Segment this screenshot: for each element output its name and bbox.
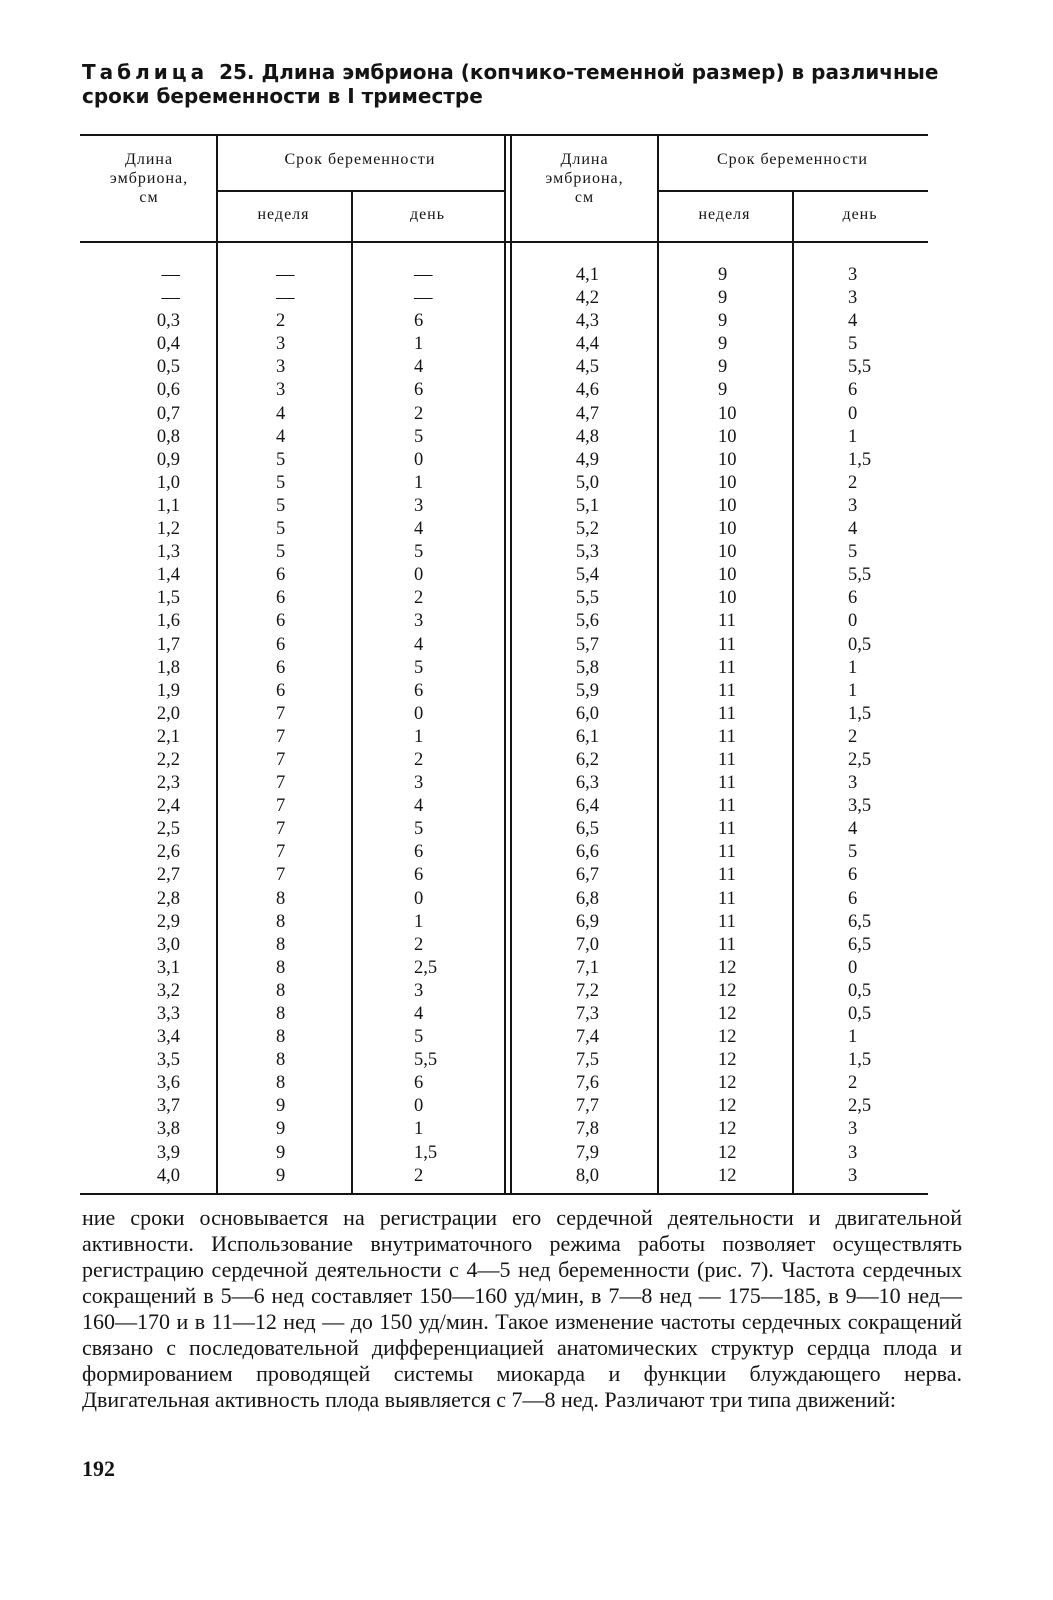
table-caption bbox=[82, 60, 962, 108]
table-cell: 4,6 bbox=[575, 380, 599, 401]
table-cell: 2 bbox=[414, 749, 424, 770]
table-cell: 9 bbox=[276, 1096, 286, 1117]
table-cell: 5 bbox=[276, 472, 286, 493]
table-cell: 4,8 bbox=[575, 426, 599, 447]
table-cell: 2,2 bbox=[156, 749, 180, 770]
table-cell: 9 bbox=[718, 334, 728, 355]
table-cell: 5 bbox=[414, 426, 424, 447]
table-cell: 7,6 bbox=[575, 1073, 599, 1094]
table-cell: 1,5 bbox=[848, 449, 872, 470]
table-cell: 4 bbox=[848, 819, 858, 840]
table-cell: 12 bbox=[718, 1050, 737, 1071]
table-cell: 6,0 bbox=[575, 703, 599, 724]
table-cell: 11 bbox=[718, 796, 736, 817]
column-left-week bbox=[276, 264, 316, 1188]
table-caption-text: 25. Длина эмбриона (копчико-теменной размер) в различные сроки беременности в I триместре bbox=[82, 60, 939, 108]
body-paragraph: ние сроки основывается на регистрации его сердечной деятельности и двигательной активности. Использование внутриматочного режима работы позволяет осуществлять регистрацию сердечной деятельности с 4—5 нед беременности (рис. 7). Частота сердечных сокращений в 5—6 нед составляет 150—160 уд/мин, в 7—8 нед — 175—185, в 9—10 нед— 160—170 и в 11—12 нед — до 150 уд/мин. Такое изменение частоты сердечных сокращений связано с последовательной дифференциацией анатомических структур сердца плода и формированием проводящей системы миокарда и функции блуждающего нерва. Двигательная активность плода выявляется с 7—8 нед. Различают три типа движений: bbox=[82, 1205, 962, 1412]
table-cell: 11 bbox=[718, 703, 736, 724]
table-cell: 4 bbox=[414, 796, 424, 817]
table-cell: 0 bbox=[848, 957, 858, 978]
table-cell: 4 bbox=[276, 403, 286, 424]
table-cell: 0,6 bbox=[156, 380, 180, 401]
header-length-right: Длина эмбриона, см bbox=[545, 151, 624, 206]
table-cell: 3 bbox=[848, 288, 858, 309]
table-cell: 6 bbox=[276, 565, 286, 586]
table-cell: 6,4 bbox=[575, 796, 599, 817]
table-cell: 5 bbox=[276, 449, 286, 470]
table-cell: 1 bbox=[414, 911, 424, 932]
table-cell: 0 bbox=[848, 611, 858, 632]
table-cell: 5 bbox=[414, 542, 424, 563]
table-cell: 7,9 bbox=[575, 1142, 599, 1163]
table-cell: 4 bbox=[414, 1004, 424, 1024]
table-cell: 6,1 bbox=[575, 726, 599, 747]
table-cell: 2 bbox=[276, 311, 286, 332]
table-cell: 10 bbox=[718, 449, 737, 470]
table-cell: 1 bbox=[414, 726, 424, 747]
table-cell: 2 bbox=[414, 403, 424, 424]
table-cell: 4 bbox=[414, 634, 424, 655]
table-cell: 3 bbox=[276, 357, 286, 378]
table-cell: 5 bbox=[276, 495, 286, 516]
table-cell: 6,9 bbox=[575, 911, 599, 932]
table-cell: 6 bbox=[848, 865, 858, 886]
table-cell: — bbox=[276, 265, 295, 285]
table-cell: 5 bbox=[414, 1027, 424, 1048]
table-cell: 6 bbox=[414, 680, 424, 701]
table-cell: 0,8 bbox=[156, 426, 180, 447]
table-cell: 7 bbox=[276, 749, 286, 770]
table-cell: 1,6 bbox=[156, 611, 180, 632]
table-cell: 8 bbox=[276, 888, 286, 909]
column-left-day bbox=[414, 264, 474, 1188]
table-cell: 6 bbox=[414, 842, 424, 863]
table-cell: 5,5 bbox=[575, 588, 599, 609]
column-right-length bbox=[512, 264, 599, 1188]
col-divider-4 bbox=[657, 134, 659, 1194]
table-cell: 12 bbox=[718, 980, 737, 1001]
table-cell: 2,3 bbox=[156, 773, 180, 794]
table-cell: 11 bbox=[718, 726, 736, 747]
table-cell: 2 bbox=[848, 1073, 858, 1094]
table-cell: 3 bbox=[276, 380, 286, 401]
table-cell: 6 bbox=[848, 380, 858, 401]
table-cell: 7 bbox=[276, 773, 286, 794]
table-cell: 3,7 bbox=[156, 1096, 180, 1117]
table-cell: 2,8 bbox=[156, 888, 180, 909]
table-cell: 12 bbox=[718, 1119, 737, 1140]
table-cell: 4 bbox=[414, 357, 424, 378]
header-term-left: Срок беременности bbox=[284, 151, 436, 168]
table-cell: 5 bbox=[276, 542, 286, 563]
table-cell: 3,0 bbox=[156, 934, 180, 955]
table-cell: 7 bbox=[276, 726, 286, 747]
table-cell: 3 bbox=[848, 265, 858, 285]
table-cell: 5,5 bbox=[848, 357, 872, 378]
header-day-right: день bbox=[842, 206, 878, 223]
table-cell: 11 bbox=[718, 634, 736, 655]
table-cell: 12 bbox=[718, 957, 737, 978]
table-cell: 0 bbox=[414, 888, 424, 909]
table-cell: — bbox=[161, 288, 180, 309]
table-cell: 4,7 bbox=[575, 403, 599, 424]
col-divider-5 bbox=[792, 190, 794, 1194]
table-cell: 10 bbox=[718, 565, 737, 586]
table-cell: 11 bbox=[718, 842, 736, 863]
col-divider-1 bbox=[216, 134, 218, 1194]
table-cell: 10 bbox=[718, 472, 737, 493]
table-cell: 0,4 bbox=[156, 334, 180, 355]
table-cell: 1 bbox=[414, 334, 424, 355]
table-cell: 2 bbox=[414, 588, 424, 609]
table-cell: 7 bbox=[276, 865, 286, 886]
table-cell: 5,8 bbox=[575, 657, 599, 678]
table-cell: 5,7 bbox=[575, 634, 599, 655]
table-cell: 4,4 bbox=[575, 334, 599, 355]
table-cell: 10 bbox=[718, 588, 737, 609]
table-cell: 1 bbox=[848, 1027, 858, 1048]
table-cell: 11 bbox=[718, 911, 736, 932]
table-cell: 6,7 bbox=[575, 865, 599, 886]
table-cell: 3 bbox=[848, 495, 858, 516]
table-cell: 2,7 bbox=[156, 865, 180, 886]
table-cell: 2,5 bbox=[156, 819, 180, 840]
table-cell: — bbox=[414, 265, 433, 285]
table-cell: 10 bbox=[718, 495, 737, 516]
table-cell: 4,3 bbox=[575, 311, 599, 332]
table-cell: 1,3 bbox=[156, 542, 180, 563]
table-cell: 10 bbox=[718, 426, 737, 447]
table-cell: 5,2 bbox=[575, 519, 599, 540]
table-cell: 8 bbox=[276, 1004, 286, 1024]
table-cell: 3 bbox=[848, 1119, 858, 1140]
table-cell: 7,1 bbox=[575, 957, 599, 978]
table-cell: 4 bbox=[848, 311, 858, 332]
table-cell: 2,5 bbox=[414, 957, 438, 978]
table-cell: 6 bbox=[848, 588, 858, 609]
table-cell: 2,9 bbox=[156, 911, 180, 932]
table-cell: 2,4 bbox=[156, 796, 180, 817]
table-cell: 11 bbox=[718, 657, 736, 678]
table-cell: 1,5 bbox=[848, 703, 872, 724]
table-cell: 12 bbox=[718, 1004, 737, 1024]
table-cell: 12 bbox=[718, 1142, 737, 1163]
table-cell: 3 bbox=[414, 611, 424, 632]
table-cell: 9 bbox=[718, 265, 728, 285]
table-cell: 5 bbox=[414, 819, 424, 840]
table-cell: 1,7 bbox=[156, 634, 180, 655]
table-cell: 6 bbox=[276, 680, 286, 701]
table-cell: 5,4 bbox=[575, 565, 599, 586]
table-cell: 0 bbox=[414, 1096, 424, 1117]
col-divider-2 bbox=[351, 190, 353, 1194]
col-divider-double-a bbox=[504, 134, 506, 1194]
table-cell: 11 bbox=[718, 865, 736, 886]
table-cell: 8,0 bbox=[575, 1165, 599, 1186]
table-cell: 7,8 bbox=[575, 1119, 599, 1140]
table-cell: 6,5 bbox=[848, 934, 872, 955]
table-cell: 10 bbox=[718, 403, 737, 424]
table-cell: 4 bbox=[848, 519, 858, 540]
table-cell: 1,4 bbox=[156, 565, 180, 586]
table-cell: 9 bbox=[718, 380, 728, 401]
table-cell: 0 bbox=[414, 449, 424, 470]
table-cell: 3,2 bbox=[156, 980, 180, 1001]
table-cell: 9 bbox=[276, 1142, 286, 1163]
table-cell: 9 bbox=[718, 288, 728, 309]
table-cell: 0,5 bbox=[848, 1004, 872, 1024]
table-cell: 3,5 bbox=[156, 1050, 180, 1071]
table-cell: 1,1 bbox=[156, 495, 180, 516]
table-cell: 5 bbox=[414, 657, 424, 678]
table-cell: 3,3 bbox=[156, 1004, 180, 1024]
table-cell: 0 bbox=[848, 403, 858, 424]
table-cell: 7,5 bbox=[575, 1050, 599, 1071]
table-cell: 11 bbox=[718, 888, 736, 909]
table-cell: — bbox=[414, 288, 433, 309]
table-cell: 11 bbox=[718, 680, 736, 701]
table-cell: 7,7 bbox=[575, 1096, 599, 1117]
table-cell: 3,1 bbox=[156, 957, 180, 978]
table-cell: 11 bbox=[718, 819, 736, 840]
table-cell: 0 bbox=[414, 703, 424, 724]
table-cell: 6,5 bbox=[575, 819, 599, 840]
table-cell: 1,5 bbox=[156, 588, 180, 609]
table-cell: 2,1 bbox=[156, 726, 180, 747]
table-cell: 2 bbox=[848, 726, 858, 747]
table-cell: 3,8 bbox=[156, 1119, 180, 1140]
table-cell: 5 bbox=[848, 842, 858, 863]
table-cell: 8 bbox=[276, 1027, 286, 1048]
table-cell: 0,5 bbox=[156, 357, 180, 378]
table-cell: 2,5 bbox=[848, 749, 872, 770]
table-cell: 7 bbox=[276, 703, 286, 724]
table-cell: 5,5 bbox=[848, 565, 872, 586]
column-left-length bbox=[80, 264, 180, 1188]
table-cell: — bbox=[161, 265, 180, 285]
table-cell: 9 bbox=[276, 1119, 286, 1140]
header-week-left: неделя bbox=[257, 206, 310, 223]
table-cell: 12 bbox=[718, 1096, 737, 1117]
table-cell: 1,5 bbox=[848, 1050, 872, 1071]
table-cell: 3,9 bbox=[156, 1142, 180, 1163]
table-cell: 7,3 bbox=[575, 1004, 599, 1024]
table-cell: 4 bbox=[276, 426, 286, 447]
table-cell: 0,5 bbox=[848, 634, 872, 655]
table-cell: 3 bbox=[848, 773, 858, 794]
table-cell: 2,5 bbox=[848, 1096, 872, 1117]
table-cell: 8 bbox=[276, 957, 286, 978]
table-cell: 8 bbox=[276, 911, 286, 932]
table-cell: 11 bbox=[718, 773, 736, 794]
table-cell: 8 bbox=[276, 1073, 286, 1094]
table-cell: 6 bbox=[276, 657, 286, 678]
table-cell: 7 bbox=[276, 819, 286, 840]
table-cell: 9 bbox=[718, 357, 728, 378]
table-cell: 1,8 bbox=[156, 657, 180, 678]
table-cell: 6 bbox=[276, 611, 286, 632]
table-cell: 6 bbox=[414, 1073, 424, 1094]
table-cell: 6,3 bbox=[575, 773, 599, 794]
table-caption-label: Таблица bbox=[82, 60, 209, 84]
table-cell: 5,1 bbox=[575, 495, 599, 516]
table-cell: 4 bbox=[414, 519, 424, 540]
table-cell: 7 bbox=[276, 842, 286, 863]
table-cell: 4,5 bbox=[575, 357, 599, 378]
table-cell: 5,3 bbox=[575, 542, 599, 563]
page-number: 192 bbox=[82, 1456, 115, 1481]
table-cell: 6 bbox=[276, 634, 286, 655]
table-cell: 3,6 bbox=[156, 1073, 180, 1094]
table-cell: 7 bbox=[276, 796, 286, 817]
table-cell: 3 bbox=[848, 1142, 858, 1163]
column-right-day bbox=[848, 264, 908, 1188]
table-cell: 3,5 bbox=[848, 796, 872, 817]
table-cell: 8 bbox=[276, 934, 286, 955]
table-cell: 1 bbox=[414, 472, 424, 493]
table-cell: 11 bbox=[718, 934, 736, 955]
table-cell: 7,2 bbox=[575, 980, 599, 1001]
table-cell: 1,2 bbox=[156, 519, 180, 540]
table-cell: 6 bbox=[414, 380, 424, 401]
table-cell: 0,3 bbox=[156, 311, 180, 332]
table-cell: 5 bbox=[848, 334, 858, 355]
table-cell: 12 bbox=[718, 1165, 737, 1186]
header-week-right: неделя bbox=[698, 206, 751, 223]
table-cell: 8 bbox=[276, 1050, 286, 1071]
table-cell: 3 bbox=[848, 1165, 858, 1186]
table-cell: 7,4 bbox=[575, 1027, 599, 1048]
table-cell: 2,0 bbox=[156, 703, 180, 724]
table-cell: 5 bbox=[276, 519, 286, 540]
table-cell: 2 bbox=[414, 934, 424, 955]
table-cell: 5 bbox=[848, 542, 858, 563]
table-cell: 12 bbox=[718, 1027, 737, 1048]
table-cell: 1 bbox=[848, 657, 858, 678]
table-cell: 10 bbox=[718, 519, 737, 540]
table-cell: 1,5 bbox=[414, 1142, 438, 1163]
table-cell: 6,8 bbox=[575, 888, 599, 909]
table-cell: 11 bbox=[718, 749, 736, 770]
table-cell: 9 bbox=[718, 311, 728, 332]
table-cell: 5,0 bbox=[575, 472, 599, 493]
table-cell: 1 bbox=[848, 680, 858, 701]
table-cell: 1,9 bbox=[156, 680, 180, 701]
table-cell: 2 bbox=[848, 472, 858, 493]
table-cell: 4,1 bbox=[575, 265, 599, 285]
table-cell: 6,5 bbox=[848, 911, 872, 932]
table-cell: 6 bbox=[414, 865, 424, 886]
table-cell: — bbox=[276, 288, 295, 309]
table-cell: 0,5 bbox=[848, 980, 872, 1001]
table-cell: 6 bbox=[848, 888, 858, 909]
table-cell: 6 bbox=[414, 311, 424, 332]
table-cell: 3,4 bbox=[156, 1027, 180, 1048]
table-cell: 4,0 bbox=[156, 1165, 180, 1186]
table-cell: 0,9 bbox=[156, 449, 180, 470]
table-cell: 1 bbox=[848, 426, 858, 447]
table-cell: 3 bbox=[414, 773, 424, 794]
header-term-right: Срок беременности bbox=[717, 151, 868, 168]
header-length-left: Длина эмбриона, см bbox=[109, 151, 189, 206]
table-cell: 8 bbox=[276, 980, 286, 1001]
header-sub-rule-left bbox=[216, 190, 506, 192]
table-cell: 10 bbox=[718, 542, 737, 563]
table-cell: 4,9 bbox=[575, 449, 599, 470]
header-day-left: день bbox=[409, 206, 446, 223]
table-cell: 0 bbox=[414, 565, 424, 586]
table-cell: 6,2 bbox=[575, 749, 599, 770]
table-cell: 5,6 bbox=[575, 611, 599, 632]
table-cell: 6 bbox=[276, 588, 286, 609]
table-cell: 3 bbox=[276, 334, 286, 355]
table-cell: 6,6 bbox=[575, 842, 599, 863]
table-cell: 2,6 bbox=[156, 842, 180, 863]
table-cell: 1,0 bbox=[156, 472, 180, 493]
table-cell: 0,7 bbox=[156, 403, 180, 424]
table-cell: 4,2 bbox=[575, 288, 599, 309]
table-cell: 7,0 bbox=[575, 934, 599, 955]
table-cell: 5,9 bbox=[575, 680, 599, 701]
table-cell: 3 bbox=[414, 980, 424, 1001]
table-cell: 2 bbox=[414, 1165, 424, 1186]
table-cell: 9 bbox=[276, 1165, 286, 1186]
table-cell: 5,5 bbox=[414, 1050, 438, 1071]
table-cell: 3 bbox=[414, 495, 424, 516]
table-cell: 12 bbox=[718, 1073, 737, 1094]
table-cell: 1 bbox=[414, 1119, 424, 1140]
table-cell: 11 bbox=[718, 611, 736, 632]
column-right-week bbox=[718, 264, 758, 1188]
